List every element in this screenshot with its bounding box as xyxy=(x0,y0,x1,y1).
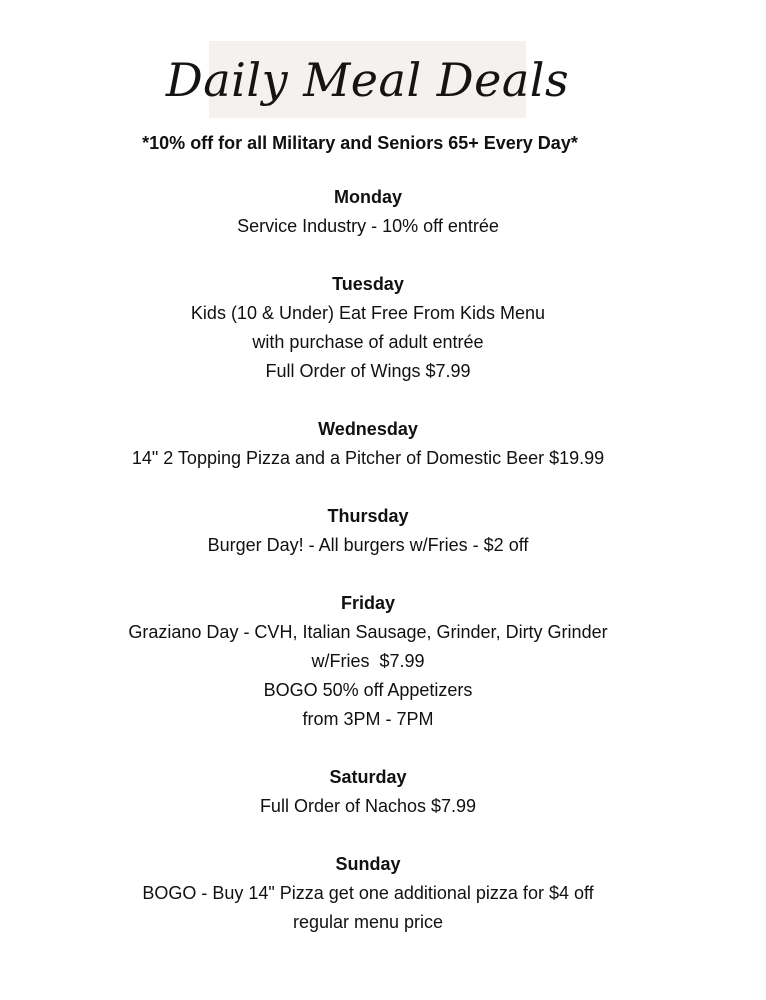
day-title: Tuesday xyxy=(332,274,404,294)
day-title: Thursday xyxy=(327,506,409,526)
day-title: Monday xyxy=(333,187,402,207)
deal-line: BOGO 50% off Appetizers xyxy=(263,680,473,700)
day-thursday xyxy=(0,502,736,560)
deal-line: 14" 2 Topping Pizza and a Pitcher of Domestic Beer $19.99 xyxy=(131,448,605,468)
deal-line: Full Order of Wings $7.99 xyxy=(265,361,471,381)
deal-line: regular menu price xyxy=(292,912,444,932)
day-sunday xyxy=(0,850,736,937)
day-wednesday xyxy=(0,415,736,473)
day-title: Friday xyxy=(340,593,396,613)
day-saturday xyxy=(0,763,736,821)
day-tuesday xyxy=(0,270,736,386)
deal-line: Kids (10 & Under) Eat Free From Kids Menu xyxy=(190,303,546,323)
deal-line: from 3PM - 7PM xyxy=(302,709,434,729)
deal-line: Graziano Day - CVH, Italian Sausage, Grinder, Dirty Grinder xyxy=(128,622,608,642)
deal-line: with purchase of adult entrée xyxy=(252,332,484,352)
deal-line: w/Fries $7.99 xyxy=(311,651,425,671)
deal-line: Service Industry - 10% off entrée xyxy=(237,216,499,236)
day-friday xyxy=(0,589,736,734)
daily-deals-list xyxy=(0,183,736,966)
day-title: Wednesday xyxy=(318,419,418,439)
deal-line: Full Order of Nachos $7.99 xyxy=(259,796,477,816)
day-title: Saturday xyxy=(329,767,407,787)
promo-banner: *10% off for all Military and Seniors 65+ Every Day* xyxy=(142,133,578,153)
day-monday xyxy=(0,183,736,241)
day-title: Sunday xyxy=(335,854,401,874)
deal-line: BOGO - Buy 14" Pizza get one additional pizza for $4 off xyxy=(142,883,594,903)
logo xyxy=(165,41,570,118)
deal-line: Burger Day! - All burgers w/Fries - $2 off xyxy=(207,535,529,555)
logo-text: Daily Meal Deals xyxy=(165,52,570,107)
